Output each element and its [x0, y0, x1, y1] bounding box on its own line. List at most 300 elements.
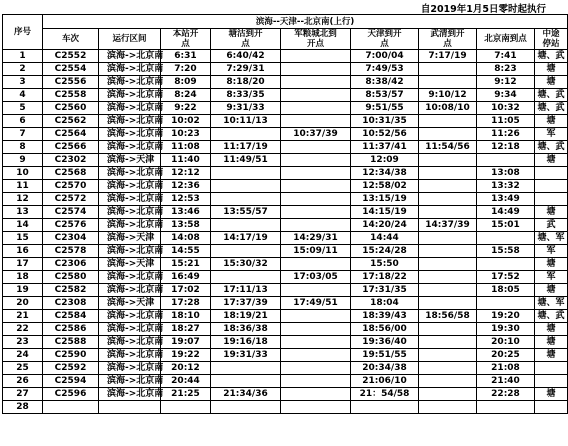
row-seq: 6	[3, 115, 43, 128]
row-junliangcheng-time	[281, 167, 351, 180]
row-beijingnan-arrive: 10:32	[477, 102, 535, 115]
row-junliangcheng-time	[281, 141, 351, 154]
row-wuqing-time	[419, 258, 477, 271]
row-stops	[535, 193, 568, 206]
row-origin-depart: 19:07	[161, 336, 211, 349]
row-beijingnan-arrive: 12:18	[477, 141, 535, 154]
header-seq: 序号	[3, 15, 43, 50]
row-beijingnan-arrive: 13:49	[477, 193, 535, 206]
row-origin-depart: 18:27	[161, 323, 211, 336]
row-origin-depart: 12:36	[161, 180, 211, 193]
table-row	[3, 310, 568, 323]
row-seq: 8	[3, 141, 43, 154]
row-junliangcheng-time	[281, 336, 351, 349]
table-row	[3, 284, 568, 297]
table-row	[3, 167, 568, 180]
row-tanggu-time: 6:40/42	[211, 50, 281, 63]
row-beijingnan-arrive: 7:41	[477, 50, 535, 63]
table-row	[3, 115, 568, 128]
row-tanggu-time: 19:31/33	[211, 349, 281, 362]
row-tanggu-time: 8:33/35	[211, 89, 281, 102]
row-stops: 塘	[535, 258, 568, 271]
row-beijingnan-arrive: 9:34	[477, 89, 535, 102]
row-train: C2586	[43, 323, 99, 336]
row-train: C2574	[43, 206, 99, 219]
row-beijingnan-arrive: 19:20	[477, 310, 535, 323]
timetable	[2, 14, 568, 414]
row-junliangcheng-time	[281, 180, 351, 193]
row-tianjin-time: 7:49/53	[351, 63, 419, 76]
row-section: 滨海->北京南	[99, 50, 161, 63]
row-junliangcheng-time	[281, 206, 351, 219]
row-wuqing-time: 14:37/39	[419, 219, 477, 232]
row-tianjin-time: 15:50	[351, 258, 419, 271]
row-tanggu-time: 19:16/18	[211, 336, 281, 349]
header-origin: 本站开点	[161, 29, 211, 50]
row-section: 滨海->北京南	[99, 102, 161, 115]
row-origin-depart: 17:28	[161, 297, 211, 310]
row-beijingnan-arrive: 11:05	[477, 115, 535, 128]
row-train: C2572	[43, 193, 99, 206]
effective-date-note: 自2019年1月5日零时起执行	[420, 4, 546, 15]
row-junliangcheng-time	[281, 102, 351, 115]
row-train: C2302	[43, 154, 99, 167]
row-beijingnan-arrive: 13:08	[477, 167, 535, 180]
table-row	[3, 388, 568, 401]
row-wuqing-time	[419, 375, 477, 388]
row-seq: 23	[3, 336, 43, 349]
row-beijingnan-arrive	[477, 258, 535, 271]
row-wuqing-time	[419, 63, 477, 76]
row-tanggu-time: 11:49/51	[211, 154, 281, 167]
row-train: C2568	[43, 167, 99, 180]
row-wuqing-time	[419, 232, 477, 245]
row-seq: 4	[3, 89, 43, 102]
table-row	[3, 323, 568, 336]
row-train: C2564	[43, 128, 99, 141]
row-seq: 11	[3, 180, 43, 193]
row-beijingnan-arrive: 9:12	[477, 76, 535, 89]
row-seq: 13	[3, 206, 43, 219]
row-seq: 26	[3, 375, 43, 388]
row-wuqing-time	[419, 362, 477, 375]
row-stops: 塘、军	[535, 297, 568, 310]
row-wuqing-time	[419, 336, 477, 349]
row-seq: 9	[3, 154, 43, 167]
header-beijingnan: 北京南到点	[477, 29, 535, 50]
row-tianjin-time: 21:06/10	[351, 375, 419, 388]
row-seq: 5	[3, 102, 43, 115]
row-beijingnan-arrive: 21:08	[477, 362, 535, 375]
table-row	[3, 50, 568, 63]
row-origin-depart: 19:22	[161, 349, 211, 362]
row-wuqing-time	[419, 323, 477, 336]
row-section: 滨海->北京南	[99, 180, 161, 193]
row-junliangcheng-time	[281, 284, 351, 297]
row-junliangcheng-time	[281, 323, 351, 336]
row-seq: 3	[3, 76, 43, 89]
row-beijingnan-arrive	[477, 401, 535, 414]
row-stops: 塘	[535, 154, 568, 167]
row-stops: 塘	[535, 349, 568, 362]
row-train: C2594	[43, 375, 99, 388]
row-seq: 19	[3, 284, 43, 297]
header-wuqing: 武清到开点	[419, 29, 477, 50]
row-stops: 塘	[535, 284, 568, 297]
row-seq: 7	[3, 128, 43, 141]
row-section: 滨海->北京南	[99, 76, 161, 89]
row-wuqing-time	[419, 206, 477, 219]
row-junliangcheng-time	[281, 89, 351, 102]
row-origin-depart: 6:31	[161, 50, 211, 63]
row-wuqing-time: 11:54/56	[419, 141, 477, 154]
header-train: 车次	[43, 29, 99, 50]
row-tanggu-time	[211, 375, 281, 388]
row-tianjin-time: 21：54/58	[351, 388, 419, 401]
row-junliangcheng-time	[281, 388, 351, 401]
row-tanggu-time	[211, 362, 281, 375]
row-origin-depart: 14:55	[161, 245, 211, 258]
row-seq: 1	[3, 50, 43, 63]
row-stops: 塘	[535, 388, 568, 401]
row-wuqing-time: 10:08/10	[419, 102, 477, 115]
row-train: C2556	[43, 76, 99, 89]
row-train: C2590	[43, 349, 99, 362]
row-tanggu-time: 15:30/32	[211, 258, 281, 271]
row-train: C2308	[43, 297, 99, 310]
row-seq: 2	[3, 63, 43, 76]
table-row	[3, 401, 568, 414]
row-tianjin-time: 11:37/41	[351, 141, 419, 154]
row-origin-depart: 8:24	[161, 89, 211, 102]
row-wuqing-time	[419, 284, 477, 297]
row-wuqing-time	[419, 180, 477, 193]
row-section: 滨海->北京南	[99, 271, 161, 284]
row-section	[99, 401, 161, 414]
row-section: 滨海->北京南	[99, 63, 161, 76]
table-row	[3, 362, 568, 375]
header-section: 运行区间	[99, 29, 161, 50]
row-stops: 塘、武	[535, 50, 568, 63]
row-beijingnan-arrive	[477, 297, 535, 310]
row-tianjin-time: 20:34/38	[351, 362, 419, 375]
row-train: C2566	[43, 141, 99, 154]
row-section: 滨海->北京南	[99, 362, 161, 375]
row-train: C2582	[43, 284, 99, 297]
row-seq: 25	[3, 362, 43, 375]
row-tianjin-time: 12:58/02	[351, 180, 419, 193]
row-stops: 塘、军	[535, 232, 568, 245]
row-origin-depart: 9:22	[161, 102, 211, 115]
row-junliangcheng-time: 17:03/05	[281, 271, 351, 284]
row-section: 滨海->北京南	[99, 219, 161, 232]
route-title: 滨海--天津--北京南(上行)	[43, 15, 568, 29]
row-stops	[535, 180, 568, 193]
row-junliangcheng-time	[281, 310, 351, 323]
table-row	[3, 180, 568, 193]
row-tanggu-time	[211, 128, 281, 141]
row-section: 滨海->北京南	[99, 310, 161, 323]
row-wuqing-time	[419, 193, 477, 206]
table-row	[3, 258, 568, 271]
row-beijingnan-arrive: 14:49	[477, 206, 535, 219]
table-row	[3, 349, 568, 362]
row-tanggu-time	[211, 401, 281, 414]
row-tanggu-time: 9:31/33	[211, 102, 281, 115]
row-stops: 武	[535, 219, 568, 232]
row-origin-depart: 20:12	[161, 362, 211, 375]
row-tanggu-time	[211, 219, 281, 232]
row-train: C2580	[43, 271, 99, 284]
row-tianjin-time: 10:31/35	[351, 115, 419, 128]
row-beijingnan-arrive: 17:52	[477, 271, 535, 284]
row-train: C2562	[43, 115, 99, 128]
row-section: 滨海->北京南	[99, 375, 161, 388]
row-beijingnan-arrive: 18:05	[477, 284, 535, 297]
header-tanggu: 塘沽到开点	[211, 29, 281, 50]
row-wuqing-time	[419, 167, 477, 180]
row-wuqing-time	[419, 401, 477, 414]
row-section: 滨海->北京南	[99, 141, 161, 154]
row-section: 滨海->北京南	[99, 349, 161, 362]
row-tanggu-time: 18:19/21	[211, 310, 281, 323]
row-train: C2558	[43, 89, 99, 102]
row-tanggu-time: 18:36/38	[211, 323, 281, 336]
row-origin-depart: 18:10	[161, 310, 211, 323]
row-seq: 10	[3, 167, 43, 180]
row-junliangcheng-time	[281, 258, 351, 271]
row-section: 滨海->北京南	[99, 323, 161, 336]
header-junliangcheng: 军粮城北到开点	[281, 29, 351, 50]
row-section: 滨海->天津	[99, 154, 161, 167]
table-row	[3, 102, 568, 115]
row-section: 滨海->北京南	[99, 388, 161, 401]
row-stops: 塘	[535, 63, 568, 76]
row-tianjin-time: 14:44	[351, 232, 419, 245]
row-origin-depart: 17:02	[161, 284, 211, 297]
row-wuqing-time	[419, 349, 477, 362]
row-section: 滨海->北京南	[99, 284, 161, 297]
row-train	[43, 401, 99, 414]
table-row	[3, 128, 568, 141]
row-tianjin-time: 13:15/19	[351, 193, 419, 206]
row-tianjin-time: 9:51/55	[351, 102, 419, 115]
row-tianjin-time: 19:36/40	[351, 336, 419, 349]
row-seq: 15	[3, 232, 43, 245]
row-beijingnan-arrive	[477, 154, 535, 167]
row-section: 滨海->北京南	[99, 245, 161, 258]
row-train: C2570	[43, 180, 99, 193]
row-section: 滨海->北京南	[99, 193, 161, 206]
row-tianjin-time: 8:38/42	[351, 76, 419, 89]
row-train: C2578	[43, 245, 99, 258]
row-origin-depart: 20:44	[161, 375, 211, 388]
row-tianjin-time: 17:18/22	[351, 271, 419, 284]
row-origin-depart: 13:58	[161, 219, 211, 232]
row-wuqing-time: 7:17/19	[419, 50, 477, 63]
row-stops: 塘	[535, 115, 568, 128]
row-tianjin-time: 10:52/56	[351, 128, 419, 141]
row-stops	[535, 362, 568, 375]
row-section: 滨海->北京南	[99, 115, 161, 128]
row-origin-depart: 14:08	[161, 232, 211, 245]
header-tianjin: 天津到开点	[351, 29, 419, 50]
table-row	[3, 297, 568, 310]
table-row	[3, 375, 568, 388]
table-row	[3, 245, 568, 258]
row-beijingnan-arrive: 20:10	[477, 336, 535, 349]
row-tanggu-time: 21:34/36	[211, 388, 281, 401]
row-stops: 塘、武	[535, 141, 568, 154]
row-beijingnan-arrive: 15:58	[477, 245, 535, 258]
row-beijingnan-arrive: 11:26	[477, 128, 535, 141]
row-wuqing-time	[419, 115, 477, 128]
row-train: C2306	[43, 258, 99, 271]
row-beijingnan-arrive: 19:30	[477, 323, 535, 336]
row-beijingnan-arrive	[477, 232, 535, 245]
row-train: C2554	[43, 63, 99, 76]
row-stops: 塘、武	[535, 89, 568, 102]
row-seq: 12	[3, 193, 43, 206]
row-train: C2588	[43, 336, 99, 349]
row-seq: 28	[3, 401, 43, 414]
row-tianjin-time: 8:53/57	[351, 89, 419, 102]
row-train: C2304	[43, 232, 99, 245]
row-stops: 军	[535, 128, 568, 141]
row-stops: 军	[535, 271, 568, 284]
row-section: 滨海->北京南	[99, 128, 161, 141]
row-tanggu-time: 17:11/13	[211, 284, 281, 297]
row-tanggu-time	[211, 180, 281, 193]
row-origin-depart: 7:20	[161, 63, 211, 76]
row-junliangcheng-time: 17:49/51	[281, 297, 351, 310]
row-origin-depart: 13:46	[161, 206, 211, 219]
row-tianjin-time: 14:15/19	[351, 206, 419, 219]
row-junliangcheng-time	[281, 154, 351, 167]
row-tianjin-time: 17:31/35	[351, 284, 419, 297]
row-tanggu-time	[211, 167, 281, 180]
row-section: 滨海->天津	[99, 258, 161, 271]
row-stops: 塘	[535, 206, 568, 219]
row-junliangcheng-time	[281, 50, 351, 63]
row-tianjin-time: 7:00/04	[351, 50, 419, 63]
row-wuqing-time	[419, 245, 477, 258]
row-tanggu-time: 11:17/19	[211, 141, 281, 154]
row-origin-depart: 16:49	[161, 271, 211, 284]
row-wuqing-time	[419, 297, 477, 310]
table-row	[3, 89, 568, 102]
row-tianjin-time: 18:39/43	[351, 310, 419, 323]
table-row	[3, 336, 568, 349]
row-junliangcheng-time	[281, 193, 351, 206]
row-beijingnan-arrive: 21:40	[477, 375, 535, 388]
row-tanggu-time	[211, 245, 281, 258]
row-junliangcheng-time	[281, 76, 351, 89]
row-junliangcheng-time: 10:37/39	[281, 128, 351, 141]
row-wuqing-time	[419, 76, 477, 89]
row-train: C2592	[43, 362, 99, 375]
row-seq: 17	[3, 258, 43, 271]
table-row	[3, 219, 568, 232]
row-tianjin-time: 18:04	[351, 297, 419, 310]
row-seq: 24	[3, 349, 43, 362]
row-junliangcheng-time	[281, 219, 351, 232]
row-tanggu-time: 7:29/31	[211, 63, 281, 76]
row-origin-depart: 10:23	[161, 128, 211, 141]
row-stops: 塘	[535, 336, 568, 349]
row-wuqing-time	[419, 271, 477, 284]
row-stops	[535, 401, 568, 414]
table-row	[3, 154, 568, 167]
row-stops	[535, 167, 568, 180]
row-tanggu-time	[211, 193, 281, 206]
row-section: 滨海->天津	[99, 297, 161, 310]
row-junliangcheng-time	[281, 401, 351, 414]
row-train: C2552	[43, 50, 99, 63]
row-section: 滨海->北京南	[99, 336, 161, 349]
row-section: 滨海->北京南	[99, 167, 161, 180]
row-origin-depart: 15:21	[161, 258, 211, 271]
row-stops: 塘	[535, 76, 568, 89]
row-seq: 20	[3, 297, 43, 310]
row-origin-depart: 10:02	[161, 115, 211, 128]
table-row	[3, 76, 568, 89]
row-section: 滨海->北京南	[99, 89, 161, 102]
row-train: C2596	[43, 388, 99, 401]
row-origin-depart: 12:53	[161, 193, 211, 206]
row-junliangcheng-time	[281, 63, 351, 76]
row-wuqing-time	[419, 128, 477, 141]
header-stops: 中途停站	[535, 29, 568, 50]
row-wuqing-time: 18:56/58	[419, 310, 477, 323]
row-beijingnan-arrive: 15:01	[477, 219, 535, 232]
table-row	[3, 232, 568, 245]
row-origin-depart	[161, 401, 211, 414]
row-tianjin-time: 14:20/24	[351, 219, 419, 232]
row-seq: 27	[3, 388, 43, 401]
row-tanggu-time: 13:55/57	[211, 206, 281, 219]
row-train: C2576	[43, 219, 99, 232]
row-tianjin-time	[351, 401, 419, 414]
row-junliangcheng-time	[281, 362, 351, 375]
row-tianjin-time: 12:09	[351, 154, 419, 167]
row-beijingnan-arrive: 22:28	[477, 388, 535, 401]
row-seq: 21	[3, 310, 43, 323]
row-origin-depart: 21:25	[161, 388, 211, 401]
row-tianjin-time: 19:51/55	[351, 349, 419, 362]
row-wuqing-time: 9:10/12	[419, 89, 477, 102]
row-junliangcheng-time	[281, 349, 351, 362]
row-stops: 塘、武	[535, 310, 568, 323]
row-junliangcheng-time: 15:09/11	[281, 245, 351, 258]
row-tanggu-time	[211, 271, 281, 284]
row-train: C2584	[43, 310, 99, 323]
row-tianjin-time: 18:56/00	[351, 323, 419, 336]
row-origin-depart: 11:40	[161, 154, 211, 167]
row-wuqing-time	[419, 388, 477, 401]
table-row	[3, 193, 568, 206]
row-tianjin-time: 15:24/28	[351, 245, 419, 258]
row-seq: 22	[3, 323, 43, 336]
row-wuqing-time	[419, 154, 477, 167]
row-beijingnan-arrive: 20:25	[477, 349, 535, 362]
row-stops: 军	[535, 245, 568, 258]
row-stops	[535, 375, 568, 388]
row-beijingnan-arrive: 13:32	[477, 180, 535, 193]
row-tanggu-time: 17:37/39	[211, 297, 281, 310]
row-beijingnan-arrive: 8:23	[477, 63, 535, 76]
row-junliangcheng-time	[281, 115, 351, 128]
